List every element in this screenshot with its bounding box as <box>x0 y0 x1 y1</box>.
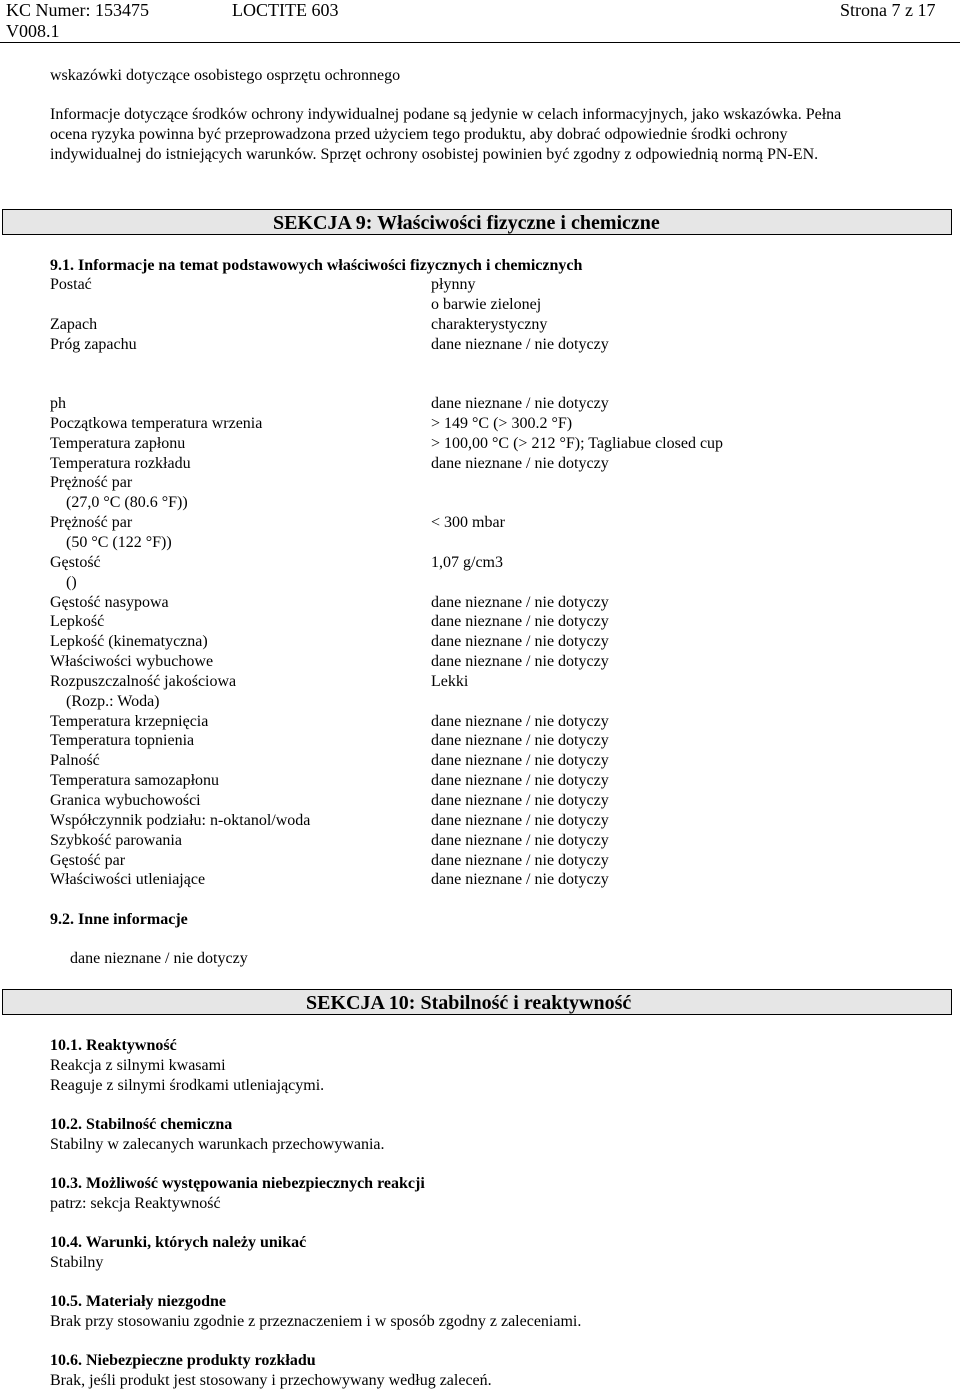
property-value: dane nieznane / nie dotyczy <box>431 792 609 809</box>
ppe-line-2: ocena ryzyka powinna być przeprowadzona przed użyciem tego produktu, aby dobrać odpowiednie środki ochrony <box>50 126 788 143</box>
property-row <box>50 632 930 652</box>
property-value: > 149 °C (> 300.2 °F) <box>431 414 573 432</box>
product-name: LOCTITE 603 <box>232 0 339 20</box>
property-label: Palność <box>50 752 100 770</box>
property-label: (50 °C (122 °F)) <box>50 533 172 551</box>
property-label: Temperatura samozapłonu <box>50 772 220 790</box>
property-label: Temperatura krzepnięcia <box>50 712 209 730</box>
property-row <box>50 652 930 672</box>
property-row <box>50 573 930 593</box>
property-value: dane nieznane / nie dotyczy <box>431 871 609 889</box>
subsection-heading: 10.2. Stabilność chemiczna <box>50 1116 233 1133</box>
property-row <box>50 394 930 414</box>
property-value: dane nieznane / nie dotyczy <box>431 712 609 730</box>
subsection-heading: 10.6. Niebezpieczne produkty rozkładu <box>50 1352 316 1369</box>
property-row <box>50 851 930 871</box>
section-9-2-heading: 9.2. Inne informacje <box>50 911 188 928</box>
subsection-text: Stabilny <box>50 1254 104 1271</box>
property-label: () <box>50 573 77 591</box>
property-row <box>50 771 930 791</box>
section-9-bar <box>2 209 952 235</box>
property-row <box>50 493 930 513</box>
property-row <box>50 870 930 890</box>
section-9-title: SEKCJA 9: Właściwości fizyczne i chemiczne <box>273 212 660 234</box>
property-row <box>50 434 930 454</box>
property-label: Szybkość parowania <box>50 831 182 849</box>
subsection-heading: 10.1. Reaktywność <box>50 1037 177 1054</box>
ppe-line-3: indywidualnej do istniejących warunków. Sprzęt ochrony osobistej powinien być zgodny z odpowiednią normą PN-EN. <box>50 146 819 163</box>
property-label: Temperatura topnienia <box>50 732 195 750</box>
property-value: dane nieznane / nie dotyczy <box>431 593 609 611</box>
property-row <box>50 473 930 493</box>
subsection-heading: 10.5. Materiały niezgodne <box>50 1293 226 1310</box>
property-label: (27,0 °C (80.6 °F)) <box>50 494 188 512</box>
property-row <box>50 553 930 573</box>
property-value: dane nieznane / nie dotyczy <box>431 633 609 651</box>
property-label: Współczynnik podziału: n-oktanol/woda <box>50 811 311 829</box>
property-label: Właściwości wybuchowe <box>50 653 214 671</box>
property-row <box>50 692 930 712</box>
property-row <box>50 295 930 315</box>
page-header <box>0 0 960 44</box>
property-value: płynny <box>431 276 476 293</box>
property-value: dane nieznane / nie dotyczy <box>431 395 609 412</box>
property-label: Gęstość par <box>50 851 126 869</box>
property-label: Próg zapachu <box>50 335 137 353</box>
property-value: dane nieznane / nie dotyczy <box>431 811 609 829</box>
property-label: Gęstość <box>50 553 101 571</box>
property-value: dane nieznane / nie dotyczy <box>431 831 609 849</box>
property-label: Postać <box>50 276 92 293</box>
page-number: Strona 7 z 17 <box>840 0 936 20</box>
property-row <box>50 414 930 434</box>
property-row <box>50 533 930 553</box>
property-row <box>50 315 930 335</box>
subsection-text: Reakcja z silnymi kwasami <box>50 1057 226 1074</box>
subsection-text: patrz: sekcja Reaktywność <box>50 1195 221 1212</box>
property-row <box>50 335 930 355</box>
property-label: Lepkość <box>50 613 105 631</box>
subsection-text: Reaguje z silnymi środkami utleniającymi. <box>50 1077 325 1094</box>
property-row <box>50 811 930 831</box>
property-label: Prężność par <box>50 474 133 492</box>
property-value: dane nieznane / nie dotyczy <box>431 752 609 770</box>
property-row <box>50 275 930 295</box>
property-row <box>50 513 930 533</box>
property-value: 1,07 g/cm3 <box>431 553 503 571</box>
section-9-2-text: dane nieznane / nie dotyczy <box>70 950 248 967</box>
version: V008.1 <box>6 21 60 41</box>
property-value: Lekki <box>431 672 469 690</box>
property-label: Prężność par <box>50 514 133 532</box>
property-label: Gęstość nasypowa <box>50 593 169 611</box>
subsection-heading: 10.4. Warunki, których należy unikać <box>50 1234 307 1251</box>
property-label: Początkowa temperatura wrzenia <box>50 414 263 432</box>
subsection-text: Brak przy stosowaniu zgodnie z przeznaczeniem i w sposób zgodny z zaleceniami. <box>50 1313 582 1330</box>
section-9-1-heading: 9.1. Informacje na temat podstawowych właściwości fizycznych i chemicznych <box>50 257 583 274</box>
property-row <box>50 831 930 851</box>
property-row <box>50 672 930 692</box>
header-rule <box>0 42 960 43</box>
ppe-heading: wskazówki dotyczące osobistego osprzętu ochronnego <box>50 67 401 84</box>
property-value: dane nieznane / nie dotyczy <box>431 732 609 750</box>
subsection-text: Stabilny w zalecanych warunkach przechowywania. <box>50 1136 385 1153</box>
property-row <box>50 712 930 732</box>
property-value: charakterystyczny <box>431 315 548 333</box>
section-10-bar <box>2 989 952 1015</box>
property-label: Granica wybuchowości <box>50 792 201 809</box>
property-label: (Rozp.: Woda) <box>50 692 160 710</box>
section-10-title: SEKCJA 10: Stabilność i reaktywność <box>306 992 632 1014</box>
property-label: Temperatura zapłonu <box>50 434 186 452</box>
property-value: o barwie zielonej <box>431 295 542 313</box>
property-value: dane nieznane / nie dotyczy <box>431 772 609 790</box>
property-label: Rozpuszczalność jakościowa <box>50 672 237 690</box>
property-row <box>50 731 930 751</box>
property-row <box>50 751 930 771</box>
property-value: < 300 mbar <box>431 514 505 532</box>
subsection-text: Brak, jeśli produkt jest stosowany i przechowywany według zaleceń. <box>50 1372 492 1389</box>
property-row <box>50 593 930 613</box>
property-label: Zapach <box>50 315 98 333</box>
ppe-line-1: Informacje dotyczące środków ochrony indywidualnej podane są jedynie w celach informacyjnych, jako wskazówka. Pełna <box>50 106 842 123</box>
property-value: dane nieznane / nie dotyczy <box>431 653 609 671</box>
property-value: dane nieznane / nie dotyczy <box>431 851 609 869</box>
property-label: ph <box>50 395 66 412</box>
property-row <box>50 454 930 474</box>
property-value: dane nieznane / nie dotyczy <box>431 613 609 631</box>
property-label: Temperatura rozkładu <box>50 454 191 472</box>
property-value: dane nieznane / nie dotyczy <box>431 454 609 472</box>
property-label: Właściwości utleniające <box>50 871 206 889</box>
property-row <box>50 791 930 811</box>
property-label: Lepkość (kinematyczna) <box>50 633 208 651</box>
subsection-heading: 10.3. Możliwość występowania niebezpiecznych reakcji <box>50 1175 425 1192</box>
property-row <box>50 612 930 632</box>
property-value: dane nieznane / nie dotyczy <box>431 335 609 353</box>
property-value: > 100,00 °C (> 212 °F); Tagliabue closed cup <box>431 434 724 452</box>
kc-number: KC Numer: 153475 <box>6 0 149 20</box>
